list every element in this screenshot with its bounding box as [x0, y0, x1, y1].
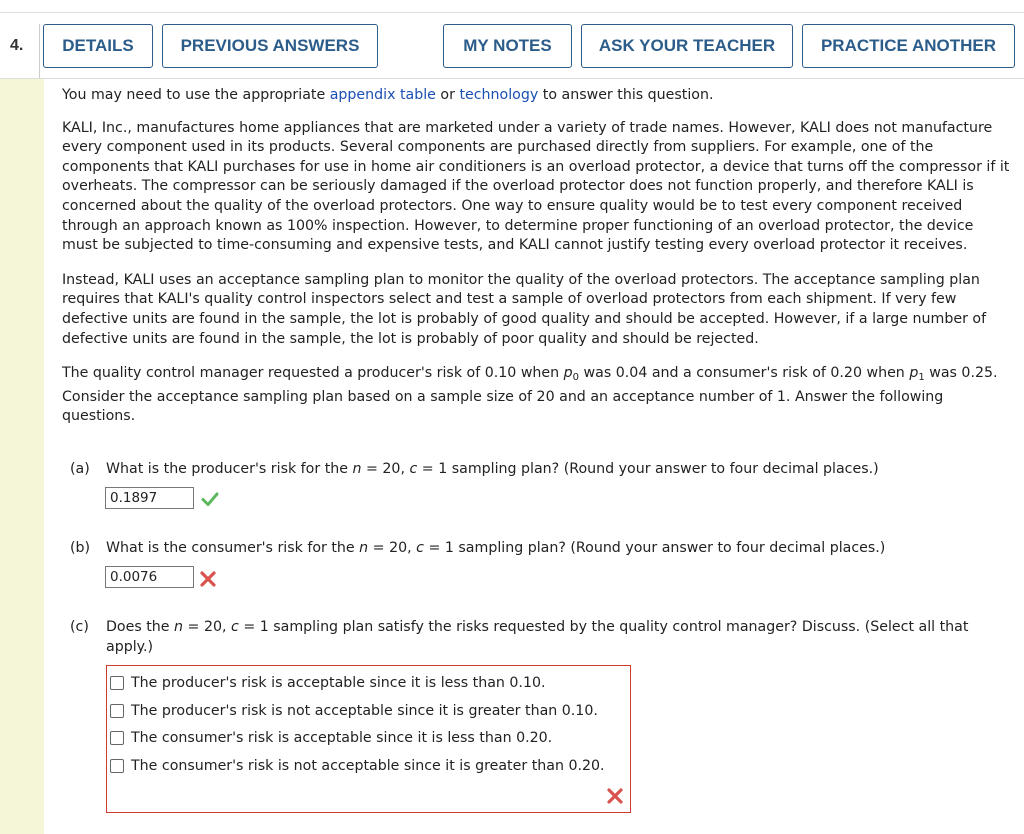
part-c-n-eq: = 20,	[183, 619, 232, 635]
intro-line	[62, 86, 1012, 106]
part-b-c-var: c	[416, 540, 424, 556]
checkbox[interactable]	[110, 676, 124, 690]
part-b-n-eq: = 20,	[368, 540, 417, 556]
checkbox[interactable]	[110, 731, 124, 745]
part-b-n-var: n	[359, 540, 369, 556]
option-consumer-not-acceptable[interactable]	[110, 757, 605, 775]
part-c-question	[70, 618, 1010, 657]
option-producer-not-acceptable[interactable]	[110, 702, 598, 720]
p0-variable: p	[563, 365, 573, 382]
part-b-label: (b)	[70, 540, 91, 556]
intro-text-end: to answer this question.	[538, 87, 714, 103]
part-c-c-var: c	[231, 619, 239, 635]
incorrect-x-icon	[199, 570, 217, 588]
p1-subscript: 1	[918, 372, 925, 384]
paragraph-sampling-plan: Instead, KALI uses an acceptance sampling plan to monitor the quality of the overload protectors. The acceptance sampling plan requires that KALI's quality control inspectors select and test a sample of overload protectors from each shipment. If very few defective units are found in the sample, the lot is probably of good quality and should be accepted. However, if a large number of defective units are found in the sample, the lot is probably of poor quality and should be rejected.	[62, 271, 987, 347]
part-a-text: What is the producer's risk for the	[106, 461, 353, 477]
part-c-n-var: n	[174, 619, 184, 635]
my-notes-button[interactable]: MY NOTES	[443, 24, 572, 68]
appendix-table-link[interactable]: appendix table	[329, 87, 436, 103]
technology-link[interactable]: technology	[459, 87, 539, 103]
p1-variable: p	[909, 365, 919, 382]
risk-text-2: was 0.04 and a consumer's risk of 0.20 when	[579, 365, 910, 382]
part-b-answer-input[interactable]: 0.0076	[105, 566, 194, 588]
part-a-c-var: c	[409, 461, 418, 477]
option-label: The consumer's risk is not acceptable since it is greater than 0.20.	[131, 758, 605, 774]
question-side-strip	[0, 79, 44, 834]
part-b-text: What is the consumer's risk for the	[106, 540, 360, 556]
ask-your-teacher-button[interactable]: ASK YOUR TEACHER	[581, 24, 793, 68]
checkbox[interactable]	[110, 704, 124, 718]
part-a-answer-input[interactable]: 0.1897	[105, 487, 194, 509]
paragraph-kali-intro: KALI, Inc., manufactures home appliances that are marketed under a variety of trade names. However, KALI does not manufacture every component used in its products. Several components are purchased directly from suppliers. For example, one of the components that KALI purchases for use in home air conditioners is an overload protector, a device that turns off the compressor if it overheats. The compressor can be seriously damaged if the overload protector does not function properly, and therefore KALI is concerned about the quality of the overload protectors. One way to ensure quality would be to test every component received through an approach known as 100% inspection. However, to determine proper functioning of an overload protector, the device must be subjected to time-consuming and expensive tests, and KALI cannot justify testing every overload protector it receives.	[62, 119, 1010, 254]
part-a-question	[70, 460, 879, 480]
part-c-text	[106, 618, 1006, 657]
part-a-c-eq: = 1 sampling plan? (Round your answer to four decimal places.)	[417, 461, 879, 477]
header-divider	[0, 78, 1024, 79]
part-c-label: (c)	[70, 619, 89, 635]
part-b-question	[70, 539, 885, 559]
part-c-c-eq: = 1 sampling plan satisfy the risks requested by the quality control manager? Discuss. (Select all that apply.)	[106, 619, 969, 655]
details-button[interactable]: DETAILS	[43, 24, 153, 68]
question-body	[62, 86, 1012, 427]
part-a-n-eq: = 20,	[361, 461, 410, 477]
intro-text-or: or	[435, 87, 460, 103]
checkbox[interactable]	[110, 759, 124, 773]
p0-subscript: 0	[572, 372, 580, 384]
practice-another-button[interactable]: PRACTICE ANOTHER	[802, 24, 1015, 68]
top-divider	[0, 12, 1024, 13]
correct-check-icon	[200, 489, 220, 509]
risk-text-1: The quality control manager requested a producer's risk of 0.10 when	[62, 365, 564, 382]
part-c-text-before: Does the	[106, 619, 175, 635]
question-number: 4.	[10, 37, 24, 54]
option-label: The producer's risk is acceptable since it is less than 0.10.	[131, 675, 546, 691]
previous-answers-button[interactable]: PREVIOUS ANSWERS	[162, 24, 378, 68]
option-producer-acceptable[interactable]	[110, 674, 546, 692]
intro-text: You may need to use the appropriate	[62, 87, 330, 103]
incorrect-x-icon	[606, 787, 624, 805]
risk-text-3: was 0.25. Consider the acceptance sampling plan based on a sample size of 20 and an acceptance number of 1. Answer the following questions.	[62, 365, 998, 425]
paragraph-risks	[62, 364, 1012, 427]
option-label: The consumer's risk is acceptable since it is less than 0.20.	[131, 730, 553, 746]
part-a-label: (a)	[70, 461, 90, 477]
part-a-n-var: n	[352, 461, 362, 477]
option-consumer-acceptable[interactable]	[110, 729, 552, 747]
number-separator	[39, 24, 40, 78]
part-b-c-eq: = 1 sampling plan? (Round your answer to four decimal places.)	[423, 540, 886, 556]
option-label: The producer's risk is not acceptable since it is greater than 0.10.	[131, 703, 598, 719]
